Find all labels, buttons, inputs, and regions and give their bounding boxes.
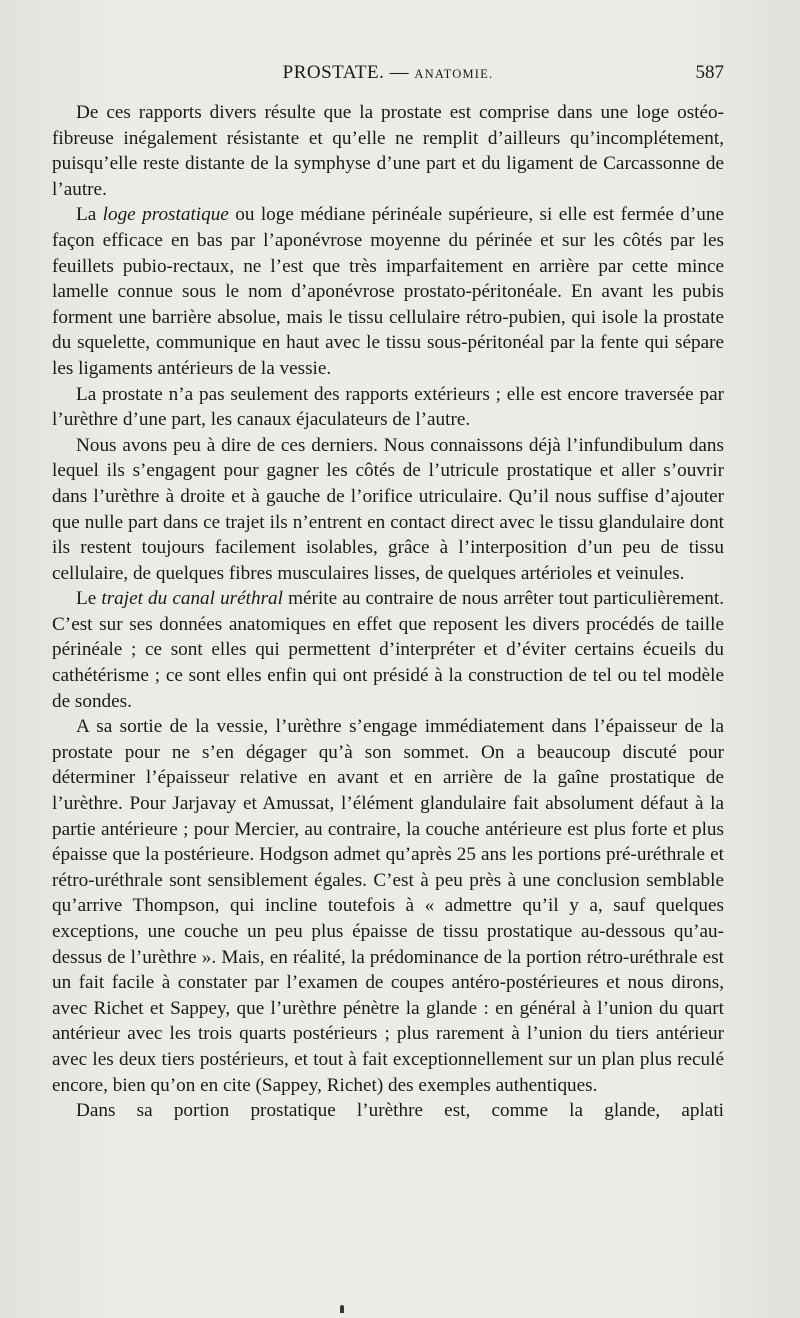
paragraph-p1 — [52, 100, 724, 202]
text-run: Dans sa portion prostatique l’urèthre est, comme la glande, aplati — [76, 1100, 724, 1122]
text-run: La — [76, 204, 103, 226]
text-run: Nous avons peu à dire de ces derniers. Nous connaissons déjà l’infundibulum dans lequel ils s’engagent pour gagner les côtés de l’utricule prostatique et aller s’ouvrir dans l’urèthre à droite et à gauche de l’orifice utriculaire. Qu’il nous suffise d’ajouter que nulle part dans ce trajet ils n’entrent en contact direct avec le tissu glandulaire dont ils restent toujours facilement isolables, grâce à l’interposition d’un peu de tissu cellulaire, de quelques fibres musculaires lisses, de quelques artérioles et veinules. — [52, 434, 724, 584]
paragraph-p4 — [52, 433, 724, 587]
page-number: 587 — [695, 62, 724, 83]
print-mark — [340, 1305, 344, 1313]
paragraph-p2 — [52, 202, 724, 381]
italic-term: trajet du canal uréthral — [101, 588, 283, 610]
chapter-title: PROSTATE. — [282, 62, 385, 83]
paragraph-p3 — [52, 382, 724, 433]
paragraph-p5 — [52, 586, 724, 714]
text-run: La prostate n’a pas seulement des rapports extérieurs ; elle est encore traversée par l’urèthre d’une part, les canaux éjaculateurs de l’autre. — [52, 383, 724, 431]
body-text — [52, 100, 724, 1124]
section-subtitle: ANATOMIE. — [414, 67, 494, 81]
italic-term: loge prostatique — [102, 204, 229, 226]
paragraph-p6 — [52, 714, 724, 1098]
text-run: De ces rapports divers résulte que la prostate est comprise dans une loge ostéo-fibreuse inégalement résistante et qu’elle ne remplit d’ailleurs qu’incomplétement, puisqu’elle reste distante de la symphyse d’une part et du ligament de Carcassonne de l’autre. — [52, 102, 724, 200]
title-separator: — — [389, 62, 410, 83]
running-title — [52, 62, 724, 84]
running-header — [52, 62, 724, 90]
text-run: ou loge médiane périnéale supérieure, si elle est fermée d’une façon efficace en bas par l’aponévrose moyenne du périnée et sur les côtés par les feuillets pubio-rectaux, ne l’est que très imparfaitement en arrière par cette mince lamelle connue sous le nom d’aponévrose prostato-péritonéale. En avant les pubis forment une barrière absolue, mais le tissu cellulaire rétro-pubien, qui isole la prostate du squelette, communique en haut avec le tissu sous-péritonéal par la fente qui sépare les ligaments antérieurs de la vessie. — [52, 204, 724, 379]
text-run: Le — [76, 588, 102, 610]
text-run: mérite au contraire de nous arrêter tout particulièrement. C’est sur ses données anatomiques en effet que reposent les divers procédés de taille périnéale ; ce sont elles qui permettent d’interpréter et d’éviter certains écueils du cathétérisme ; ce sont elles enfin qui ont présidé à la construction de tel ou tel modèle de sondes. — [52, 588, 724, 712]
paragraph-p7 — [52, 1098, 724, 1124]
text-run: A sa sortie de la vessie, l’urèthre s’engage immédiatement dans l’épaisseur de la prostate pour ne s’en dégager qu’à son sommet. On a beaucoup discuté pour déterminer l’épaisseur relative en avant et en arrière de la gaîne prostatique de l’urèthre. Pour Jarjavay et Amussat, l’élément glandulaire fait absolument défaut à la partie antérieure ; pour Mercier, au contraire, la couche antérieure est plus forte et plus épaisse que la postérieure. Hodgson admet qu’après 25 ans les portions pré-uréthrale et rétro-uréthrale sont sensiblement égales. C’est à peu près à une conclusion semblable qu’arrive Thompson, qui incline toutefois à « admettre qu’il y a, sauf quelques exceptions, une couche un peu plus épaisse de tissu prostatique au-dessous qu’au-dessus de l’urèthre ». Mais, en réalité, la prédominance de la portion rétro-uréthrale est un fait facile à constater par l’examen de coupes antéro-postérieures et nous dirons, avec Richet et Sappey, que l’urèthre pénètre la glande : en général à l’union du quart antérieur avec les trois quarts postérieurs ; plus rarement à l’union du tiers antérieur avec les deux tiers postérieurs, et tout à fait exceptionnellement sur un plan plus reculé encore, bien qu’on en cite (Sappey, Richet) des exemples authentiques. — [52, 716, 724, 1096]
